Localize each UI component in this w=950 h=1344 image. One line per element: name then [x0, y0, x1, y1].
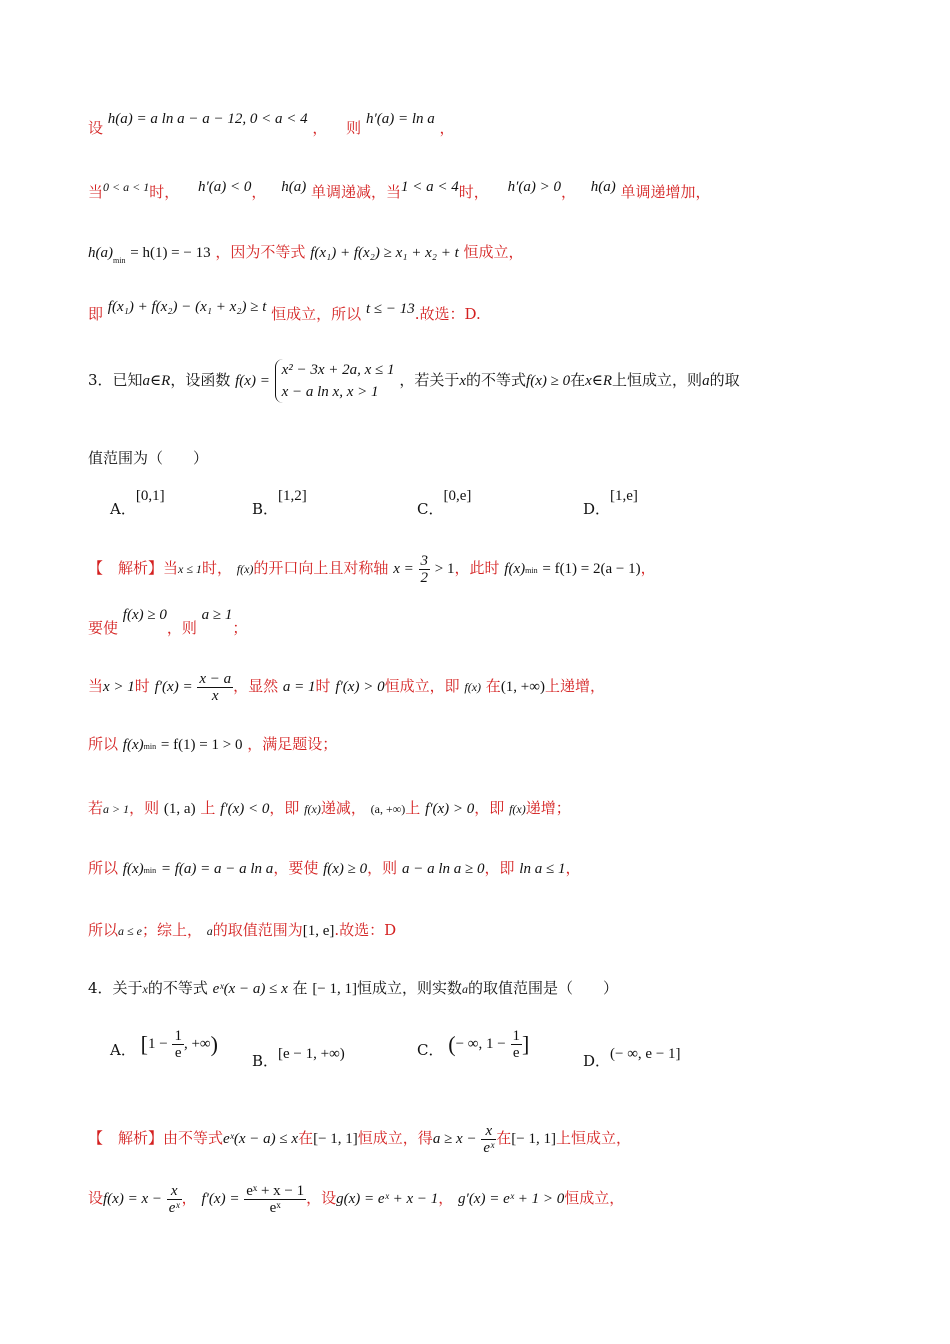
math: f′(x) < 0: [220, 801, 270, 817]
text: 【 解析】由不等式: [88, 1129, 224, 1147]
text: 时，: [458, 183, 489, 201]
math: f′(x) =: [154, 679, 193, 695]
text: 恒成立，即: [384, 677, 460, 695]
math: ln a ≤ 1: [519, 861, 566, 877]
text: ，因为不等式: [215, 243, 306, 261]
text: 即: [88, 305, 104, 323]
option-value: − ∞, 1 −: [455, 1036, 506, 1052]
math: = h(1) = − 13: [130, 245, 211, 261]
text: 所以: [88, 921, 119, 939]
text: 的开口向上且对称轴: [253, 559, 389, 577]
question-3: [88, 358, 740, 403]
text: 的取: [709, 371, 740, 389]
right-bracket: ]: [522, 1031, 530, 1057]
solution-line-3: [88, 666, 605, 707]
option-label: A．: [110, 500, 136, 518]
math: f(x) ≥ 0: [122, 607, 167, 623]
math: [− 1, 1]: [312, 981, 358, 997]
math: f(x₁) + f(x₂) − (x₁ + x₂) ≥ t: [107, 299, 267, 315]
solution-line-6: [88, 848, 580, 891]
numerator: x − a: [199, 670, 232, 687]
option-c[interactable]: [417, 484, 472, 518]
denominator: e: [512, 1045, 520, 1061]
text: 时，: [149, 183, 180, 201]
math: x: [142, 982, 148, 996]
math: a: [206, 924, 213, 938]
math: h(a) = a ln a − a − 12, 0 < a < 4: [107, 111, 308, 127]
text: 上递增，: [544, 677, 605, 695]
math: a: [702, 373, 710, 389]
text: ，: [640, 559, 656, 577]
option-value: [1,2]: [278, 488, 307, 504]
text: 要使: [88, 619, 119, 637]
text: ，则: [166, 619, 197, 637]
math: min: [143, 742, 157, 751]
text: 时: [315, 677, 331, 695]
fraction: [244, 1183, 306, 1216]
text: 若: [88, 799, 104, 817]
math: (a, +∞): [370, 802, 406, 816]
text: 恒成立，则实数: [357, 979, 463, 997]
text: 所以: [88, 859, 119, 877]
math: a ≥ x −: [432, 1131, 477, 1147]
denominator: e: [174, 1045, 182, 1061]
text: 递增；: [525, 799, 571, 817]
math: x: [459, 373, 467, 389]
numerator: 1: [174, 1028, 182, 1044]
text: 在: [298, 1129, 314, 1147]
text: 恒成立，得: [357, 1129, 433, 1147]
math: = f(1) = 1 > 0: [160, 737, 243, 753]
text: 的不等式: [466, 371, 527, 389]
math: a − a ln a ≥ 0: [401, 861, 485, 877]
math: 0 < a < 1: [103, 180, 150, 194]
numerator: eˣ + x − 1: [246, 1182, 305, 1199]
math: a: [462, 982, 469, 996]
fraction: [511, 1028, 523, 1061]
fraction: [197, 671, 233, 704]
text: ，则: [129, 799, 160, 817]
option-label: D．: [583, 500, 611, 518]
math: f′(x) > 0: [425, 801, 475, 817]
denominator: 2: [420, 569, 428, 586]
text: 上: [405, 799, 421, 817]
math: h(a): [281, 179, 307, 195]
solution-line-9: [88, 1178, 624, 1219]
math: a∈R: [142, 373, 171, 389]
text: ，: [565, 859, 581, 877]
text: ，: [560, 183, 576, 201]
math: f(x): [504, 561, 526, 577]
solution-line-2: [88, 604, 248, 637]
math: f(x): [509, 802, 526, 816]
text: ，要使: [273, 859, 319, 877]
option-value: (− ∞, e − 1]: [610, 1046, 681, 1062]
math: f′(x) =: [201, 1191, 240, 1207]
text: 3．已知: [88, 371, 143, 389]
text: ，此时: [454, 559, 500, 577]
text: ，若关于: [399, 371, 460, 389]
option-label: C．: [417, 500, 444, 518]
math: f(x) =: [235, 373, 270, 389]
text: 上: [200, 799, 216, 817]
math: [1, e]: [302, 923, 335, 939]
text: 时，: [201, 559, 232, 577]
option-label: A．: [110, 1040, 136, 1059]
math: x − a ln x, x > 1: [281, 384, 379, 400]
text: 恒成立，: [463, 243, 524, 261]
option-a[interactable]: [110, 484, 165, 518]
solution-line-4: [88, 724, 337, 767]
numerator: 1: [512, 1028, 520, 1044]
text: ，设: [306, 1189, 337, 1207]
text: 当: [88, 677, 104, 695]
line-monotonic: [88, 179, 711, 203]
numerator: x: [481, 1123, 496, 1140]
option-c[interactable]: [417, 1028, 529, 1061]
math: f(x): [236, 562, 254, 576]
line-min: [88, 242, 524, 265]
fraction: [167, 1183, 182, 1216]
text: ，: [251, 183, 267, 201]
math: h′(a) = ln a: [365, 111, 435, 127]
text: 单调递增加，: [620, 183, 711, 201]
math: f′(x) > 0: [335, 679, 385, 695]
line-conclusion: [88, 299, 481, 325]
text: ；综上，: [141, 921, 202, 939]
math: 1 < a < 4: [401, 179, 459, 195]
math: t ≤ − 13: [365, 301, 415, 317]
math: (1, a): [163, 801, 196, 817]
math: (1, +∞): [500, 679, 545, 695]
option-label: C．: [417, 1040, 444, 1059]
text: 恒成立，所以: [271, 305, 362, 323]
text: 单调递减，当: [311, 183, 402, 201]
text: 则: [346, 119, 362, 137]
option-value: 1 −: [147, 1036, 168, 1052]
text: 在: [485, 677, 501, 695]
text: 上恒成立，: [555, 1129, 631, 1147]
text: 【 解析】当: [88, 559, 179, 577]
text: 恒成立，: [564, 1189, 625, 1207]
option-value: [0,e]: [443, 488, 472, 504]
text: ，: [181, 1189, 197, 1207]
math: min: [113, 256, 126, 265]
denominator: eˣ: [269, 1199, 281, 1216]
text: .故选：D: [334, 921, 397, 939]
option-value: [1,e]: [610, 488, 638, 504]
left-bracket: [: [140, 1031, 148, 1057]
math: f(x) = x −: [103, 1191, 162, 1207]
math: g(x) = eˣ + x − 1: [336, 1191, 439, 1207]
text: 设: [88, 119, 104, 137]
math: h(a): [88, 245, 113, 261]
math: g′(x) = eˣ + 1 > 0: [458, 1191, 565, 1207]
option-label: B．: [252, 1052, 279, 1070]
text: ，设函数: [170, 371, 231, 389]
text: ，: [312, 119, 328, 137]
math: > 1: [434, 561, 455, 577]
text: ，即: [269, 799, 300, 817]
option-d[interactable]: [583, 484, 638, 518]
text: 在: [292, 979, 308, 997]
math: a ≤ e: [118, 924, 142, 938]
text: ，即: [484, 859, 515, 877]
math: eˣ(x − a) ≤ x: [223, 1131, 299, 1147]
text: .故选：D.: [414, 305, 481, 323]
math: f(x): [122, 861, 144, 877]
math: a > 1: [103, 802, 130, 816]
text: 递减，: [320, 799, 366, 817]
math: min: [143, 866, 157, 875]
solution-line-7: [88, 910, 396, 951]
math: f(x): [464, 680, 482, 694]
option-b[interactable]: [252, 1042, 345, 1070]
math: x > 1: [103, 679, 135, 695]
solution-line-1: [88, 548, 656, 591]
text: ，则: [367, 859, 398, 877]
math: x∈R: [585, 373, 613, 389]
numerator: 3: [420, 552, 428, 569]
math: a = 1: [282, 679, 316, 695]
text: 的取值范围是（ ）: [468, 979, 619, 997]
piecewise-function: [275, 359, 395, 403]
math: h′(a) > 0: [507, 179, 561, 195]
math: f(x) ≥ 0: [526, 373, 571, 389]
math: [− 1, 1]: [511, 1131, 556, 1147]
text: 的不等式: [147, 979, 208, 997]
text: ，即: [474, 799, 505, 817]
math: h′(a) < 0: [198, 179, 252, 195]
option-value: , +∞: [183, 1036, 211, 1052]
text: 上恒成立，则: [612, 371, 703, 389]
option-value: [0,1]: [135, 488, 165, 504]
math: min: [525, 566, 538, 575]
denominator: eˣ: [168, 1199, 180, 1216]
math: = f(1) = 2(a − 1): [542, 561, 641, 577]
denominator: eˣ: [483, 1139, 495, 1156]
text: 4．关于: [88, 979, 143, 997]
text: 所以: [88, 735, 119, 753]
fraction: [481, 1123, 496, 1156]
text: 的取值范围为: [212, 921, 303, 939]
math: x² − 3x + 2a, x ≤ 1: [281, 362, 395, 378]
text: ，满足题设；: [247, 735, 338, 753]
option-d[interactable]: [583, 1042, 681, 1070]
text: 在: [496, 1129, 512, 1147]
math: = f(a) = a − a ln a: [160, 861, 274, 877]
math: x =: [393, 561, 414, 577]
option-a[interactable]: [110, 1028, 218, 1061]
solution-line-8: [88, 1118, 631, 1159]
denominator: x: [211, 687, 219, 704]
math: eˣ(x − a) ≤ x: [212, 981, 288, 997]
math: x ≤ 1: [178, 562, 202, 576]
math: f(x₁) + f(x₂) ≥ x₁ + x₂ + t: [310, 245, 459, 261]
line-h-def: [88, 111, 455, 139]
math: f(x): [122, 737, 144, 753]
math: h(a): [590, 179, 616, 195]
option-label: D．: [583, 1052, 611, 1070]
text: 值范围为（ ）: [88, 449, 209, 467]
text: 设: [88, 1189, 104, 1207]
text: 在: [570, 371, 586, 389]
option-value: [e − 1, +∞): [278, 1046, 345, 1062]
question-4: [88, 968, 618, 1009]
math: f(x): [304, 802, 321, 816]
text: ，显然: [233, 677, 279, 695]
option-b[interactable]: [252, 484, 307, 518]
right-paren: ): [210, 1031, 218, 1057]
numerator: x: [167, 1183, 182, 1200]
math: a ≥ 1: [201, 607, 233, 623]
solution-line-5: [88, 788, 571, 829]
option-label: B．: [252, 500, 279, 518]
fraction: [419, 553, 431, 586]
math: [− 1, 1]: [313, 1131, 358, 1147]
math: f(x) ≥ 0: [323, 861, 368, 877]
text: 当: [88, 183, 104, 201]
left-paren: (: [448, 1031, 456, 1057]
fraction: [172, 1028, 184, 1061]
text: ，: [439, 119, 455, 137]
question-3-cont: [88, 448, 208, 468]
text: ；: [232, 619, 248, 637]
text: ，: [438, 1189, 454, 1207]
text: 时: [134, 677, 150, 695]
